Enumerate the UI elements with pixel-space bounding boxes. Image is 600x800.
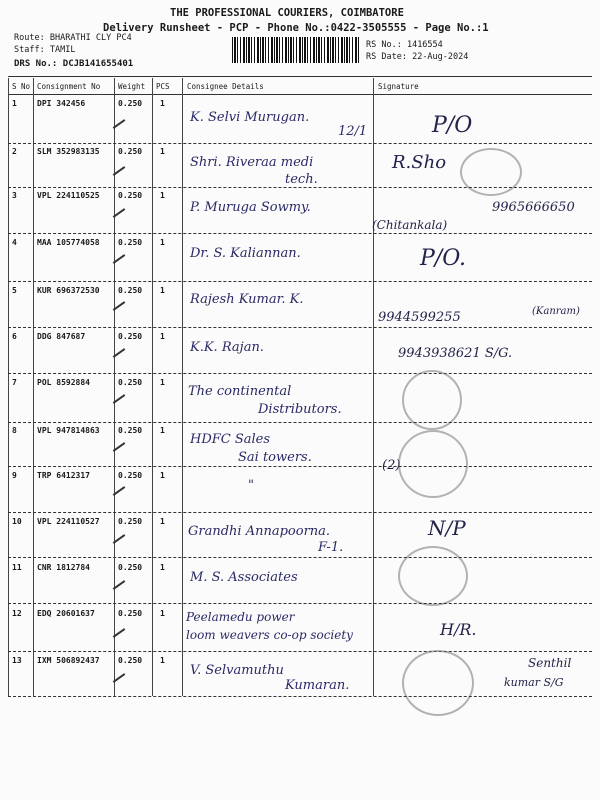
row-sno: 5 (12, 286, 17, 295)
rs-no-label: RS No.: (366, 40, 402, 50)
row-weight: 0.250 (118, 147, 143, 156)
row-consignment: IXM 506892437 (37, 656, 100, 665)
row-signature: N/P (428, 516, 466, 540)
row-signature: Senthil (528, 656, 572, 670)
row-weight: 0.250 (118, 378, 143, 387)
row-weight: 0.250 (118, 191, 143, 200)
row-pcs: 1 (160, 286, 165, 295)
drs-value: DCJB141655401 (62, 59, 134, 69)
company-stamp (460, 148, 522, 196)
row-sno: 13 (12, 656, 22, 665)
row-pcs: 1 (160, 471, 165, 480)
row-divider (8, 512, 592, 513)
row-divider (8, 651, 592, 652)
row-consignee: Dr. S. Kaliannan. (190, 246, 301, 261)
row-weight: 0.250 (118, 238, 143, 247)
row-consignment: POL 8592884 (37, 378, 90, 387)
col-weight-header: Weight (118, 82, 146, 91)
row-pcs: 1 (160, 332, 165, 341)
row-sno: 2 (12, 147, 17, 156)
row-sno: 11 (12, 563, 22, 572)
col-consignee-header: Consignee Details (187, 82, 264, 91)
row-consignment: TRP 6412317 (37, 471, 90, 480)
row-signature: P/O (432, 113, 473, 138)
row-consignment: SLM 352983135 (37, 147, 100, 156)
row-pcs: 1 (160, 609, 165, 618)
col-sno-header: S No (12, 82, 31, 91)
row-pcs: 1 (160, 378, 165, 387)
row-divider (8, 557, 592, 558)
row-consignment: VPL 224110527 (37, 517, 100, 526)
row-pcs: 1 (160, 563, 165, 572)
row-signature-line2: (Kanram) (532, 306, 580, 317)
staff-value: TAMIL (49, 45, 76, 55)
row-consignee: HDFC Sales (190, 432, 271, 447)
row-consignee: K. Selvi Murugan. (190, 110, 310, 125)
row-sno: 1 (12, 99, 17, 108)
row-consignment: VPL 947814863 (37, 426, 100, 435)
row-consignee-line2: Distributors. (258, 402, 342, 417)
rs-date-value: 22-Aug-2024 (412, 52, 469, 62)
row-note: 12/1 (338, 124, 368, 139)
rs-no-value: 1416554 (406, 40, 443, 50)
col-consignment-header: Consignment No (37, 82, 101, 91)
row-signature: P/O. (420, 246, 466, 271)
company-stamp (398, 430, 468, 498)
row-divider (8, 327, 592, 328)
row-weight: 0.250 (118, 609, 143, 618)
row-sno: 12 (12, 609, 22, 618)
row-weight: 0.250 (118, 286, 143, 295)
row-divider (8, 466, 592, 467)
runsheet-title: Delivery Runsheet - PCP - Phone No.:0422-3505555 - Page No.:1 (103, 22, 489, 34)
row-pcs: 1 (160, 191, 165, 200)
company-stamp (398, 546, 468, 606)
row-weight: 0.250 (118, 426, 143, 435)
row-divider (8, 373, 592, 374)
staff-label: Staff: (14, 45, 45, 55)
row-consignee: V. Selvamuthu (190, 663, 284, 678)
row-signature: 9944599255 (378, 310, 461, 325)
route-value: BHARATHI CLY PC4 (49, 33, 132, 43)
company-stamp (402, 650, 474, 716)
row-consignment: DDG 847687 (37, 332, 86, 341)
row-divider (8, 422, 592, 423)
row-consignee-line2: Sai towers. (238, 450, 312, 465)
row-pcs: 1 (160, 238, 165, 247)
row-divider (8, 603, 592, 604)
row-consignee-line2: F-1. (318, 540, 344, 555)
row-weight: 0.250 (118, 332, 143, 341)
row-divider (8, 281, 592, 282)
rs-date-label: RS Date: (366, 52, 407, 62)
row-signature-line2: kumar S/G (504, 676, 564, 689)
route-line (14, 33, 132, 43)
row-divider (8, 143, 592, 144)
row-pcs: 1 (160, 147, 165, 156)
row-weight: 0.250 (118, 563, 143, 572)
row-consignment: VPL 224110525 (37, 191, 100, 200)
row-sno: 6 (12, 332, 17, 341)
row-consignee-line2: Kumaran. (285, 678, 350, 693)
row-signature: 9943938621 S/G. (398, 346, 513, 361)
rs-no-line (366, 40, 443, 50)
row-consignment: CNR 1812784 (37, 563, 90, 572)
rs-date-line (366, 52, 468, 62)
row-weight: 0.250 (118, 99, 143, 108)
row-weight: 0.250 (118, 656, 143, 665)
row-consignment: DPI 342456 (37, 99, 86, 108)
row-weight: 0.250 (118, 517, 143, 526)
row-consignee: Grandhi Annapoorna. (188, 524, 331, 539)
staff-line (14, 45, 75, 55)
row-note: (2) (382, 458, 401, 473)
row-pcs: 1 (160, 517, 165, 526)
row-divider (8, 187, 592, 188)
row-pcs: 1 (160, 656, 165, 665)
company-stamp (402, 370, 462, 430)
row-signature: 9965666650 (492, 200, 575, 215)
row-sno: 3 (12, 191, 17, 200)
row-consignee-line2: loom weavers co-op society (186, 628, 353, 642)
row-consignee: P. Muruga Sowmy. (190, 200, 311, 215)
row-sno: 4 (12, 238, 17, 247)
row-divider (8, 233, 592, 234)
row-consignee: The continental (188, 384, 292, 399)
row-signature: H/R. (440, 620, 477, 639)
row-sno: 7 (12, 378, 17, 387)
row-consignee: " (248, 478, 254, 493)
table-header-rule (8, 94, 592, 95)
row-consignment: KUR 696372530 (37, 286, 100, 295)
row-consignee: Rajesh Kumar. K. (190, 292, 304, 307)
drs-line (14, 59, 133, 69)
row-consignee: M. S. Associates (190, 570, 298, 585)
row-pcs: 1 (160, 426, 165, 435)
row-signature-line2: (Chitankala) (372, 218, 448, 232)
row-divider (8, 696, 592, 697)
drs-label: DRS No.: (14, 59, 58, 69)
row-consignment: EDQ 20601637 (37, 609, 95, 618)
row-sno: 10 (12, 517, 22, 526)
barcode (232, 37, 360, 63)
company-title: THE PROFESSIONAL COURIERS, COIMBATORE (170, 7, 404, 19)
row-consignee: Peelamedu power (186, 610, 295, 624)
col-pcs-header: PCS (156, 82, 170, 91)
row-signature: R.Sho (392, 152, 447, 173)
row-consignee: Shri. Riveraa medi (190, 155, 314, 170)
route-label: Route: (14, 33, 45, 43)
row-pcs: 1 (160, 99, 165, 108)
row-consignment: MAA 105774058 (37, 238, 100, 247)
row-consignee: K.K. Rajan. (190, 340, 264, 355)
table-top-rule (8, 76, 592, 77)
row-weight: 0.250 (118, 471, 143, 480)
row-sno: 8 (12, 426, 17, 435)
col-signature-header: Signature (378, 82, 419, 91)
row-consignee-line2: tech. (285, 172, 318, 187)
row-sno: 9 (12, 471, 17, 480)
